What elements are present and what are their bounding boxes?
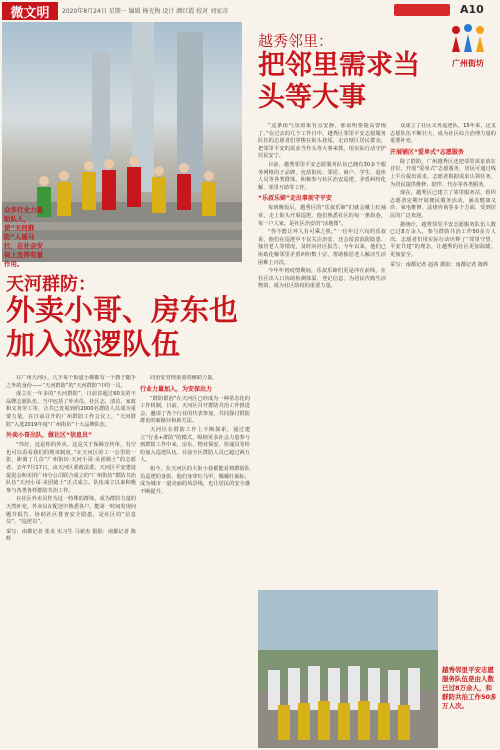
article1-subheading: 行业力量加入，为安保出力: [140, 385, 213, 393]
article1-paragraph: 成立在一年多的“天河群防”，日前首超过60支的不品牌志愿队伍，当中包括了外卖员、社区志、清洁、家政和义务劳工等，合共已发展到约2000名群防人员成为重要力量。在日前召开的广州群防工作会议上，“天河群防”入选2019年度“广州街坊”十大品牌队伍。: [6, 391, 136, 428]
article2-subheading: 开展铺区“爱单式”志愿服务: [390, 148, 464, 156]
article2-paragraph: 每到晚饭后，越秀区的“乐叔乐婶”们就会戴上红袖章，走上街头开展巡逻。他们熟悉社区的每一条街巷，每一户人家，是社区治安的“活地图”。: [258, 205, 386, 227]
article1-subheading: 外卖小哥出队，做社区“信息员”: [6, 432, 92, 440]
photo-caption-left: 众多行业力量助队人，使“天河群防”人谣马壮，在社会安保上发挥有重作用。: [4, 206, 43, 268]
article2-paragraph: 目前，越秀邻里平安志愿服务队伍已拥有30多个服务网格的子品牌，包括街坊、邻居、商户、学生、退休人员等各类群体，积极参与社区治安巡逻、矛盾纠纷化解、邻里互助等工作。: [258, 161, 386, 191]
date-line: 2020年8月24日 星期一 编辑 杨光梅 设计 颜红霞 校对 刘家彦: [62, 8, 229, 15]
article2-paragraph: 据统计，越秀邻里平安志愿服务队伍人数已过8万余人，参与群防共治工作50多万人次。志愿者们用实际行动诠释了“邻里守望、平安共建”的理念，让越秀的社区更加温暖、更加安全。: [390, 221, 496, 258]
article2-paragraph: 除了群防，广州越秀区还把邻里需求放在首位，开展“爱单式”志愿服务，居民可通过线上平台提出需求，志愿者根据需求认领任务，为居民提供维修、陪伴、代办等各类服务。: [390, 158, 496, 188]
article2-paragraph: “这条街气氛如果有点安静，那说明要提高警惕了。”在过去的几个工作日中，越秀区邻里平安志愿服务队伍的志愿者们穿梭在街头巷尾，走访辖区居民群众，把邻里平安的需求当作头等大事来抓，用实际行动守护居民安宁。: [258, 123, 386, 160]
article2-column-1: [258, 123, 386, 588]
article1-column-2: [140, 375, 250, 747]
article2-paragraph: 今年年初疫情期间，乐叔乐婶们更是冲在前线，在社区出入口协助检测体温、登记信息，为居民代购生活物资，成为社区防疫的重要力量。: [258, 268, 386, 290]
article2-kicker: 越秀邻里：: [258, 32, 334, 50]
article1-paragraph: 如今，在天河区的大街小巷都能看到群防队员巡逻的身影，他们身穿红马甲，佩戴红袖标，成为城市一道亮丽的风景线，也让居民的安全感不断提升。: [140, 465, 250, 495]
logo-text: 广州街坊: [452, 59, 484, 68]
article1-headline: 外卖小哥、房东也加入巡逻队伍: [6, 293, 239, 361]
article2-paragraph: 众成立了社区义务巡逻队，15年来，这支志愿队伍不断壮大，成为社区综合治理力量的重要补充。: [390, 123, 496, 145]
neighborhood-volunteers-illustration: [258, 590, 438, 748]
photo-caption-right: 越秀邻里平安志愿服务队伍是由人数已过8万余人，和群防共治工作50多万人次。: [442, 666, 497, 710]
article1-paragraph: “群防群治”在天河区已经成为一种常态化的工作机制，日前，天河区召开群防共治工作推进会，邀请了各个行业的代表参加，共同探讨群防群治的新路径和新方法。: [140, 395, 250, 425]
article1-paragraph: “你好，这是你的外卖。这是关于保障宣传单，有空也可以看看我们的规章制度。”在天河区的工一公里的一张，距离了几位“广州街坊·天河小哥·美团骑士”的志愿者。去年7月17日，由天河区委政法委、天河区平安建设促进会和美团广州分公司联合成立的“广州街坊”群防共治队伍“天河小哥·美团骑士”正式成立。队伍成立以来积极参与各类各样群防共治工作。: [6, 442, 136, 494]
neighborhood-volunteers-photo: [258, 590, 438, 748]
article1-column-1: [6, 375, 136, 747]
section-brand: 微文明: [2, 2, 58, 20]
guangzhou-jiefang-logo: [438, 24, 498, 70]
article1-paragraph: 同治安管理重要的辅助力量。: [150, 375, 218, 381]
article1-kicker: 天河群防：: [6, 274, 96, 295]
article1-paragraph: 在广州天河区，几乎每个街道小都都有一个旗子随手之外的身份——“天河群防”的“天河群防”中的一员。: [6, 375, 136, 389]
header-pill: [394, 4, 450, 16]
page-header: [0, 0, 500, 22]
article2-paragraph: 现在，越秀区已建立了邻里服务站，组织志愿者定期开展便民服务活动，涵盖健康义诊、家电维修、法律咨询等多个方面，受到居民的广泛欢迎。: [390, 190, 496, 219]
article2-subheading: “乐叔乐婶”走出事前守平安: [258, 195, 332, 203]
article2-column-2: [390, 123, 496, 433]
article2-headline: 把邻里需求当头等大事: [258, 50, 420, 113]
article2-credit: 采写：南都记者 赵茜 摄影：南都记者 陈辉: [390, 261, 489, 268]
article1-paragraph: 在社区外卖员作为这一特殊的群体，成为群防力量的天然补充。外卖员在配送中熟悉各户，能第一时间发现问题并报告，协助社区排查安全隐患，是社区的“信息员”、“巡逻员”。: [6, 496, 136, 526]
article2-paragraph: “你不能让坏人有可乘之机。”一位年过六旬的乐叔说，他们在巡逻中不仅关注治安，还会留意消防隐患、独居老人等情况，及时向社区报告。今年以来，他们已协助化解邻里矛盾纠纷数十宗，帮助独居老人解决生活困难上百次。: [258, 229, 386, 266]
people-logo-icon: [448, 24, 488, 54]
page-number: A10: [460, 3, 484, 16]
article1-credit: 采写：南都记者 张美 实习生 马新杰 摄影：南都记者 陈辉: [6, 528, 136, 543]
article1-paragraph: 天河区在群防工作上不断探索，通过建立“行业+群防”的模式，吸纳更多社会力量参与到群防工作中来，房东、物业保安、快递员等纷纷加入巡逻队伍。目前全区群防人员已超过两万人。: [140, 426, 250, 464]
